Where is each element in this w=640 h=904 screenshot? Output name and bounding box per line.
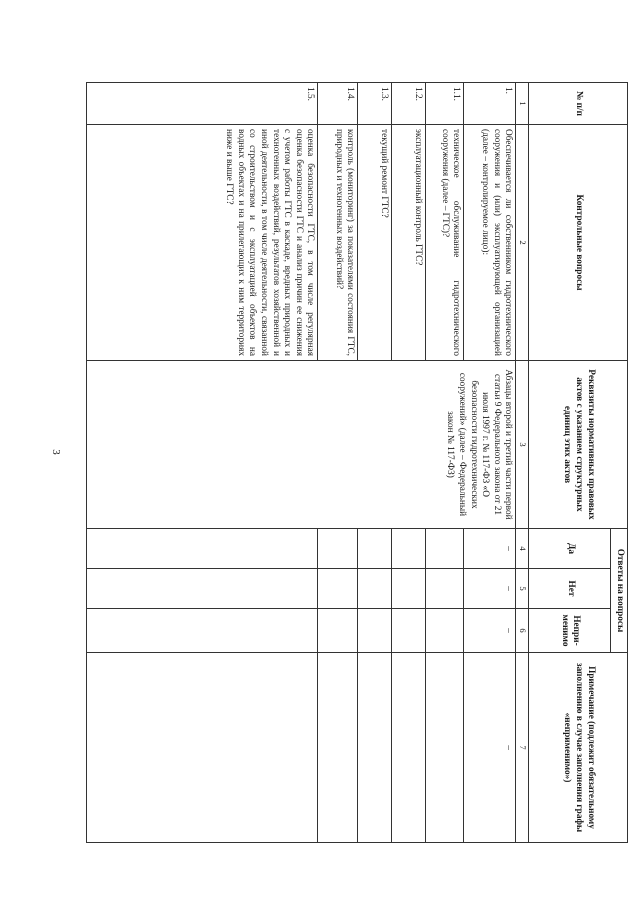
answer-na-cell[interactable]: [392, 609, 426, 653]
answer-yes-cell[interactable]: [318, 529, 358, 569]
row-requisites: Абзацы второй и третий части первой статьи 9 Федерального закона от 21 июля 1997 г. № 117-ФЗ «О безопасности гидротехнических сооружений» (далее – Федеральный закон № 117-ФЗ): [87, 361, 516, 529]
row-number: 1.3.: [358, 83, 392, 125]
header-answers: Ответы на вопросы: [611, 529, 628, 653]
note-cell[interactable]: [87, 653, 318, 843]
answer-yes-dash: –: [464, 529, 516, 569]
answer-na-dash: –: [464, 609, 516, 653]
answer-yes-cell[interactable]: [426, 529, 464, 569]
header-questions: Контрольные вопросы: [529, 125, 628, 361]
column-number: 6: [516, 609, 529, 653]
table-row: [464, 83, 516, 843]
answer-no-cell[interactable]: [318, 569, 358, 609]
row-question: оценка безопасности ГТС, в том числе регулярная оценка безопасности ГТС и анализ причин ее снижения с учетом работы ГТС в каскаде, вредных природных и техногенных воздействий, результатов хозяйственной и иной деятельности, в том числе деятельности, связанной со строительством и с эксплуатацией объектов на водных объектах и на прилегающих к ним территориях ниже и выше ГТС?: [87, 125, 318, 361]
answer-yes-cell[interactable]: [87, 529, 318, 569]
rotated-page-content: [86, 82, 628, 842]
note-cell[interactable]: [426, 653, 464, 843]
header-note: Примечание (подлежит обязательному заполнению в случае заполнения графы «неприменимо»): [529, 653, 628, 843]
answer-no-cell[interactable]: [426, 569, 464, 609]
answer-na-cell[interactable]: [318, 609, 358, 653]
row-question: текущий ремонт ГТС?: [358, 125, 392, 361]
note-cell[interactable]: [392, 653, 426, 843]
row-number: 1.2.: [392, 83, 426, 125]
note-cell[interactable]: [358, 653, 392, 843]
row-question: техническое обслуживание гидротехнического сооружения (далее – ГТС)?: [426, 125, 464, 361]
answer-na-cell[interactable]: [426, 609, 464, 653]
answer-na-cell[interactable]: [87, 609, 318, 653]
row-question: эксплуатационный контроль ГТС?: [392, 125, 426, 361]
column-number: 4: [516, 529, 529, 569]
column-number: 3: [516, 361, 529, 529]
answer-no-cell[interactable]: [392, 569, 426, 609]
answer-no-cell[interactable]: [358, 569, 392, 609]
answer-no-cell[interactable]: [87, 569, 318, 609]
header-number: № п/п: [529, 83, 628, 125]
answer-yes-cell[interactable]: [392, 529, 426, 569]
note-cell[interactable]: [318, 653, 358, 843]
row-number: 1.4.: [318, 83, 358, 125]
note-dash: –: [464, 653, 516, 843]
column-number: 7: [516, 653, 529, 843]
column-number: 1: [516, 83, 529, 125]
header-not-applicable: Непри-менимо: [529, 609, 611, 653]
row-number: 1.5.: [87, 83, 318, 125]
column-number: 2: [516, 125, 529, 361]
row-number: 1.1.: [426, 83, 464, 125]
answer-no-dash: –: [464, 569, 516, 609]
row-question: Обеспечивается ли собственником гидротехнического сооружения и (или) эксплуатирующей организацией (далее – контролируемое лицо):: [464, 125, 516, 361]
column-number: 5: [516, 569, 529, 609]
row-number: 1.: [464, 83, 516, 125]
answer-na-cell[interactable]: [358, 609, 392, 653]
answer-yes-cell[interactable]: [358, 529, 392, 569]
header-no: Нет: [529, 569, 611, 609]
header-yes: Да: [529, 529, 611, 569]
page-number: 3: [50, 449, 62, 455]
checklist-table: [86, 82, 628, 843]
column-number-row: [516, 83, 529, 843]
row-question: контроль (мониторинг) за показателями состояния ГТС, природных и техногенных воздействий?: [318, 125, 358, 361]
header-requisites: Реквизиты нормативных правовых актов с указанием структурных единиц этих актов: [529, 361, 628, 529]
